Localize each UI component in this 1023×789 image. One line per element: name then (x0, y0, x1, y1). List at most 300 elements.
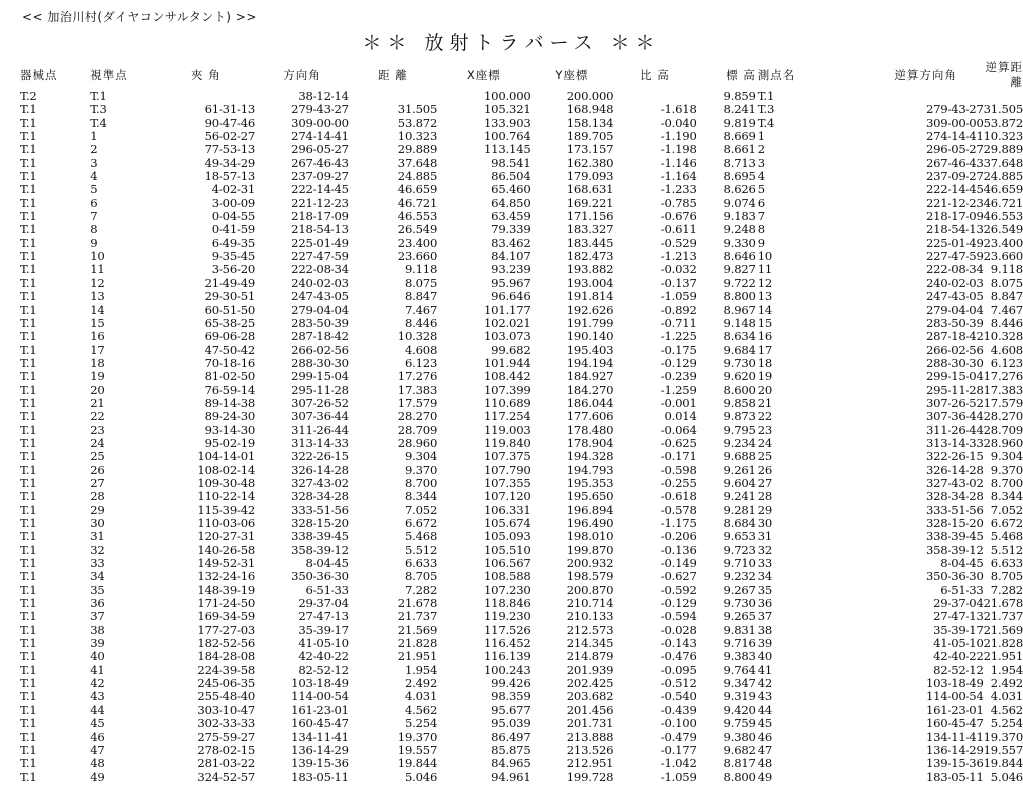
cell-direction-angle: 287-18-42 (291, 329, 349, 344)
cell-inverse-distance: 8.075 (990, 275, 1023, 290)
cell-direction-angle: 309-00-00 (291, 115, 349, 130)
cell-y-coordinate: 179.093 (566, 169, 614, 184)
cell-x-coordinate: 101.944 (484, 355, 531, 370)
cell-sight-point: 27 (90, 475, 105, 490)
cell-height-difference: -0.095 (660, 662, 697, 677)
cell-y-coordinate: 198.579 (566, 569, 614, 584)
cell-elevation: 8.626 (723, 182, 756, 197)
cell-x-coordinate: 108.442 (484, 369, 531, 384)
cell-included-angle: 77-53-13 (204, 142, 256, 157)
cell-inverse-distance: 5.468 (990, 529, 1023, 544)
cell-included-angle: 0-41-59 (211, 222, 256, 237)
cell-elevation: 9.710 (723, 556, 756, 571)
cell-sight-point: 6 (90, 195, 98, 210)
cell-height-difference: -0.625 (660, 435, 697, 450)
cell-height-difference: -0.040 (660, 115, 697, 130)
cell-instrument-point: T.1 (20, 662, 37, 677)
cell-included-angle: 302-33-33 (197, 716, 256, 731)
cell-distance: 19.844 (397, 756, 438, 771)
cell-direction-angle: 338-39-45 (291, 529, 349, 544)
cell-y-coordinate: 201.456 (566, 702, 614, 717)
cell-included-angle: 3-00-09 (211, 195, 256, 210)
cell-height-difference: -0.611 (660, 222, 697, 237)
cell-distance: 5.046 (404, 769, 438, 784)
table-row (20, 170, 1023, 183)
cell-inverse-distance: 4.562 (990, 702, 1023, 717)
cell-sight-point: 46 (90, 729, 105, 744)
cell-x-coordinate: 108.588 (484, 569, 531, 584)
cell-x-coordinate: 105.510 (484, 542, 531, 557)
cell-y-coordinate: 210.714 (566, 596, 614, 611)
cell-direction-angle: 218-17-09 (291, 209, 349, 224)
cell-inverse-distance: 46.659 (983, 182, 1023, 197)
cell-height-difference: -0.578 (660, 502, 697, 517)
table-row (20, 424, 1023, 437)
cell-y-coordinate: 183.445 (566, 235, 614, 250)
cell-station-name: 47 (757, 742, 773, 757)
cell-y-coordinate: 182.473 (566, 249, 614, 264)
cell-y-coordinate: 210.133 (566, 609, 614, 624)
cell-station-name: 40 (757, 649, 773, 664)
cell-elevation: 9.074 (723, 195, 756, 210)
cell-height-difference: -0.143 (660, 636, 697, 651)
cell-instrument-point: T.1 (20, 462, 37, 477)
cell-instrument-point: T.1 (20, 142, 37, 157)
cell-elevation: 9.420 (723, 702, 756, 717)
table-row (20, 90, 1023, 103)
cell-sight-point: 18 (90, 355, 105, 370)
cell-instrument-point: T.1 (20, 769, 37, 784)
cell-inverse-direction: 267-46-43 (925, 155, 984, 170)
cell-station-name: 11 (757, 262, 773, 277)
cell-station-name: 36 (757, 596, 773, 611)
cell-y-coordinate: 169.221 (566, 195, 614, 210)
cell-included-angle: 18-57-13 (204, 169, 256, 184)
cell-elevation: 8.713 (723, 155, 756, 170)
cell-station-name: T.3 (757, 102, 775, 117)
cell-direction-angle: 160-45-47 (291, 716, 349, 731)
cell-inverse-distance: 21.737 (983, 609, 1023, 624)
cell-distance: 28.270 (397, 409, 438, 424)
cell-instrument-point: T.1 (20, 289, 37, 304)
cell-station-name: 34 (757, 569, 773, 584)
table-row (20, 370, 1023, 383)
cell-elevation: 9.380 (723, 729, 756, 744)
cell-height-difference: -1.213 (660, 249, 697, 264)
cell-inverse-direction: 42-40-22 (933, 649, 984, 664)
cell-inverse-distance: 5.046 (990, 769, 1023, 784)
cell-distance: 8.705 (404, 569, 438, 584)
cell-included-angle (157, 90, 256, 103)
cell-instrument-point: T.1 (20, 516, 37, 530)
cell-station-name: 3 (757, 155, 765, 170)
cell-inverse-distance: 46.553 (983, 209, 1023, 224)
table-row (20, 344, 1023, 357)
cell-station-name: T.4 (757, 115, 775, 130)
cell-sight-point: 30 (90, 516, 105, 530)
cell-station-name: 27 (757, 475, 773, 490)
table-row (20, 610, 1023, 623)
cell-distance: 21.951 (397, 649, 438, 664)
table-row (20, 197, 1023, 210)
cell-y-coordinate: 203.682 (566, 689, 614, 704)
cell-distance: 8.344 (404, 489, 438, 504)
cell-height-difference: -1.190 (660, 129, 697, 144)
cell-y-coordinate: 214.345 (566, 636, 614, 651)
cell-height-difference: -1.618 (660, 102, 697, 117)
cell-included-angle: 182-52-56 (197, 636, 256, 651)
cell-inverse-direction: 218-17-09 (925, 209, 984, 224)
table-row (20, 677, 1023, 690)
cell-inverse-distance: 28.709 (983, 422, 1023, 437)
cell-elevation: 9.759 (723, 716, 756, 731)
cell-inverse-direction: 326-14-28 (925, 462, 984, 477)
cell-direction-angle: 240-02-03 (291, 275, 349, 290)
cell-instrument-point: T.1 (20, 129, 37, 144)
table-row (20, 530, 1023, 543)
cell-y-coordinate: 194.194 (566, 355, 614, 370)
cell-station-name: 4 (757, 169, 765, 184)
cell-inverse-distance: 5.512 (990, 542, 1023, 557)
cell-sight-point: 16 (90, 329, 105, 344)
cell-distance: 46.659 (397, 182, 438, 197)
cell-inverse-distance: 2.492 (990, 676, 1023, 691)
cell-direction-angle: 279-43-27 (291, 102, 349, 117)
table-row (20, 304, 1023, 317)
cell-distance: 4.608 (404, 342, 438, 357)
cell-elevation: 9.330 (723, 235, 756, 250)
cell-direction-angle: 267-46-43 (291, 155, 349, 170)
cell-elevation: 9.688 (723, 449, 756, 464)
cell-inverse-distance: 53.872 (983, 115, 1023, 130)
cell-y-coordinate: 198.010 (566, 529, 614, 544)
cell-direction-angle: 322-26-15 (291, 449, 349, 464)
cell-included-angle: 149-52-31 (197, 556, 256, 571)
cell-sight-point: 47 (90, 742, 105, 757)
cell-sight-point: 21 (90, 395, 105, 410)
column-header-inverse-direction: 逆算方向角 (894, 67, 957, 82)
cell-direction-angle: 326-14-28 (291, 462, 349, 477)
cell-distance: 29.889 (397, 142, 438, 157)
cell-direction-angle: 299-15-04 (291, 369, 349, 384)
cell-sight-point: 31 (90, 529, 105, 544)
cell-height-difference: -1.225 (660, 329, 697, 344)
cell-included-angle: 4-02-31 (211, 182, 256, 197)
document-title: ＊＊ 放射トラバース ＊＊ (362, 32, 661, 54)
cell-inverse-direction: 311-26-44 (925, 422, 984, 437)
document-header: << 加治川村(ダイヤコンサルタント) >> (22, 10, 257, 24)
cell-instrument-point: T.1 (20, 489, 37, 504)
cell-x-coordinate: 107.355 (484, 475, 531, 490)
cell-inverse-distance: 26.549 (983, 222, 1023, 237)
cell-x-coordinate: 99.682 (491, 342, 531, 357)
cell-station-name: 48 (757, 756, 773, 771)
cell-elevation: 8.800 (723, 769, 756, 784)
cell-x-coordinate: 86.504 (491, 169, 531, 184)
cell-sight-point: 41 (90, 662, 105, 677)
cell-included-angle: 303-10-47 (197, 702, 256, 717)
cell-inverse-direction: 183-05-11 (925, 769, 984, 784)
cell-x-coordinate: 84.965 (491, 756, 531, 771)
cell-direction-angle: 114-00-54 (291, 689, 349, 704)
cell-direction-angle: 311-26-44 (291, 422, 349, 437)
cell-station-name: 26 (757, 462, 773, 477)
cell-included-angle: 65-38-25 (204, 315, 256, 330)
cell-sight-point: 24 (90, 435, 105, 450)
cell-included-angle: 324-52-57 (197, 769, 256, 784)
cell-distance: 8.446 (404, 315, 438, 330)
cell-inverse-distance: 31.505 (983, 102, 1023, 117)
cell-sight-point: 1 (90, 129, 98, 144)
cell-direction-angle: 161-23-01 (291, 702, 349, 717)
cell-inverse-distance: 28.960 (983, 435, 1023, 450)
cell-station-name: 17 (757, 342, 773, 357)
cell-sight-point: 48 (90, 756, 105, 771)
cell-direction-angle: 222-08-34 (291, 262, 349, 277)
cell-instrument-point: T.2 (20, 89, 37, 103)
cell-elevation: 8.817 (723, 756, 756, 771)
cell-station-name: 38 (757, 622, 773, 637)
cell-direction-angle: 27-47-13 (298, 609, 349, 624)
cell-included-angle: 109-30-48 (197, 475, 256, 490)
table-row (20, 117, 1023, 130)
cell-y-coordinate: 199.870 (566, 542, 614, 557)
cell-distance: 10.323 (397, 129, 438, 144)
cell-inverse-distance: 28.270 (983, 409, 1023, 424)
cell-sight-point: 33 (90, 556, 105, 571)
cell-instrument-point: T.1 (20, 209, 37, 224)
cell-sight-point: 19 (90, 369, 105, 384)
cell-height-difference: -0.171 (660, 449, 697, 464)
cell-station-name: 49 (757, 769, 773, 784)
cell-sight-point: 32 (90, 542, 105, 557)
table-row (20, 223, 1023, 236)
cell-inverse-direction: 114-00-54 (925, 689, 984, 704)
cell-station-name: 20 (757, 382, 773, 397)
cell-inverse-direction: 307-26-52 (925, 395, 984, 410)
table-row (20, 357, 1023, 370)
cell-station-name: 16 (757, 329, 773, 344)
cell-x-coordinate: 117.254 (484, 409, 531, 424)
cell-direction-angle: 221-12-23 (291, 195, 349, 210)
cell-x-coordinate: 86.497 (491, 729, 531, 744)
cell-inverse-distance: 21.828 (983, 636, 1023, 651)
cell-elevation: 9.831 (723, 622, 756, 637)
cell-included-angle: 93-14-30 (204, 422, 256, 437)
cell-y-coordinate: 183.327 (566, 222, 614, 237)
cell-direction-angle: 139-15-36 (291, 756, 349, 771)
cell-inverse-direction: 287-18-42 (925, 329, 984, 344)
cell-inverse-direction: 247-43-05 (925, 289, 984, 304)
cell-y-coordinate: 194.328 (566, 449, 614, 464)
cell-station-name: 42 (757, 676, 773, 691)
table-row (20, 130, 1023, 143)
cell-direction-angle: 279-04-04 (291, 302, 349, 317)
cell-elevation: 9.682 (723, 742, 756, 757)
cell-height-difference: -0.594 (660, 609, 697, 624)
cell-elevation: 9.267 (723, 582, 756, 597)
column-header-y-coordinate: Y座標 (555, 67, 589, 82)
cell-instrument-point: T.1 (20, 556, 37, 571)
cell-direction-angle: 29-37-04 (298, 596, 349, 611)
cell-distance: 17.579 (397, 395, 438, 410)
cell-direction-angle: 227-47-59 (291, 249, 349, 264)
cell-included-angle: 90-47-46 (204, 115, 256, 130)
cell-inverse-distance: 24.885 (983, 169, 1023, 184)
cell-instrument-point: T.1 (20, 342, 37, 357)
cell-station-name: 39 (757, 636, 773, 651)
cell-inverse-distance: 9.118 (990, 262, 1023, 277)
cell-instrument-point: T.1 (20, 756, 37, 771)
cell-x-coordinate: 105.674 (484, 516, 531, 530)
cell-inverse-distance: 6.672 (990, 516, 1023, 530)
cell-elevation: 9.281 (723, 502, 756, 517)
cell-distance: 4.562 (404, 702, 438, 717)
cell-elevation: 8.967 (723, 302, 756, 317)
cell-elevation: 8.241 (723, 102, 756, 117)
cell-station-name: 33 (757, 556, 773, 571)
cell-station-name: 7 (757, 209, 765, 224)
cell-elevation: 9.183 (723, 209, 756, 224)
cell-station-name: 30 (757, 516, 773, 530)
cell-direction-angle: 328-34-28 (291, 489, 349, 504)
cell-inverse-direction: 103-18-49 (925, 676, 984, 691)
cell-distance: 9.304 (404, 449, 438, 464)
cell-y-coordinate: 212.951 (566, 756, 614, 771)
cell-height-difference: -0.136 (660, 542, 697, 557)
cell-inverse-direction: 279-04-04 (925, 302, 984, 317)
cell-x-coordinate: 107.120 (484, 489, 531, 504)
cell-inverse-direction: 29-37-04 (933, 596, 984, 611)
cell-sight-point: 43 (90, 689, 105, 704)
cell-height-difference: -0.129 (660, 596, 697, 611)
column-header-direction-angle: 方向角 (283, 67, 321, 82)
cell-inverse-direction: 225-01-49 (925, 235, 984, 250)
cell-distance: 21.828 (397, 636, 438, 651)
cell-x-coordinate: 119.840 (484, 435, 531, 450)
cell-height-difference: -0.785 (660, 195, 697, 210)
cell-x-coordinate: 83.462 (491, 235, 531, 250)
cell-inverse-direction (868, 90, 984, 103)
cell-included-angle: 56-02-27 (204, 129, 256, 144)
cell-x-coordinate: 105.321 (484, 102, 531, 117)
cell-x-coordinate: 100.243 (484, 662, 531, 677)
cell-instrument-point: T.1 (20, 115, 37, 130)
cell-elevation: 9.858 (723, 395, 756, 410)
cell-elevation: 9.265 (723, 609, 756, 624)
table-row (20, 183, 1023, 196)
cell-sight-point: 44 (90, 702, 105, 717)
cell-instrument-point: T.1 (20, 609, 37, 624)
cell-sight-point: 9 (90, 235, 98, 250)
cell-sight-point: 49 (90, 769, 105, 784)
cell-height-difference: -0.512 (660, 676, 697, 691)
table-row (20, 690, 1023, 703)
cell-included-angle: 177-27-03 (197, 622, 256, 637)
cell-elevation: 9.148 (723, 315, 756, 330)
cell-sight-point: 3 (90, 155, 98, 170)
cell-station-name: 31 (757, 529, 773, 544)
table-row (20, 731, 1023, 744)
cell-inverse-direction: 274-14-41 (925, 129, 984, 144)
cell-instrument-point: T.1 (20, 222, 37, 237)
cell-station-name: 13 (757, 289, 773, 304)
cell-height-difference: -0.175 (660, 342, 697, 357)
cell-station-name: 9 (757, 235, 765, 250)
cell-height-difference: -0.255 (660, 475, 697, 490)
cell-y-coordinate: 190.140 (566, 329, 614, 344)
cell-inverse-distance: 29.889 (983, 142, 1023, 157)
cell-instrument-point: T.1 (20, 155, 37, 170)
cell-instrument-point: T.1 (20, 315, 37, 330)
cell-y-coordinate: 184.270 (566, 382, 614, 397)
table-row (20, 384, 1023, 397)
cell-x-coordinate: 110.689 (484, 395, 531, 410)
cell-direction-angle: 327-43-02 (291, 475, 349, 490)
cell-elevation: 9.261 (723, 462, 756, 477)
cell-inverse-distance: 4.608 (990, 342, 1023, 357)
cell-instrument-point: T.1 (20, 422, 37, 437)
cell-inverse-direction: 288-30-30 (925, 355, 984, 370)
cell-instrument-point: T.1 (20, 169, 37, 184)
cell-sight-point: 37 (90, 609, 105, 624)
cell-inverse-direction: 134-11-41 (925, 729, 984, 744)
cell-instrument-point: T.1 (20, 302, 37, 317)
cell-inverse-distance (984, 90, 1023, 103)
cell-instrument-point: T.1 (20, 729, 37, 744)
cell-distance: 28.709 (397, 422, 438, 437)
cell-included-angle: 61-31-13 (204, 102, 256, 117)
cell-x-coordinate: 107.230 (484, 582, 531, 597)
cell-elevation: 9.819 (723, 115, 756, 130)
cell-instrument-point: T.1 (20, 249, 37, 264)
table-row (20, 397, 1023, 410)
cell-x-coordinate: 98.359 (491, 689, 531, 704)
cell-instrument-point: T.1 (20, 262, 37, 277)
table-row (20, 464, 1023, 477)
cell-y-coordinate: 214.879 (566, 649, 614, 664)
cell-direction-angle: 41-05-10 (298, 636, 349, 651)
cell-instrument-point: T.1 (20, 529, 37, 544)
cell-instrument-point: T.1 (20, 235, 37, 250)
cell-height-difference: -0.598 (660, 462, 697, 477)
cell-x-coordinate: 107.375 (484, 449, 531, 464)
cell-direction-angle: 136-14-29 (291, 742, 349, 757)
cell-distance: 28.960 (397, 435, 438, 450)
cell-distance: 7.282 (404, 582, 438, 597)
cell-distance: 23.660 (397, 249, 438, 264)
cell-y-coordinate: 196.490 (566, 516, 614, 530)
cell-included-angle: 148-39-19 (197, 582, 256, 597)
cell-y-coordinate: 193.004 (566, 275, 614, 290)
cell-inverse-distance: 19.557 (983, 742, 1023, 757)
cell-instrument-point: T.1 (20, 636, 37, 651)
cell-inverse-distance: 46.721 (983, 195, 1023, 210)
cell-included-angle: 110-03-06 (197, 516, 256, 530)
cell-inverse-distance: 6.123 (990, 355, 1023, 370)
cell-inverse-direction: 218-54-13 (925, 222, 984, 237)
cell-inverse-direction: 299-15-04 (925, 369, 984, 384)
cell-distance: 6.633 (404, 556, 438, 571)
cell-sight-point: 17 (90, 342, 105, 357)
cell-inverse-distance: 9.370 (990, 462, 1023, 477)
cell-instrument-point: T.1 (20, 676, 37, 691)
cell-height-difference: -0.892 (660, 302, 697, 317)
cell-distance: 8.700 (404, 475, 438, 490)
cell-inverse-distance: 21.569 (983, 622, 1023, 637)
cell-instrument-point: T.1 (20, 195, 37, 210)
cell-inverse-distance: 21.951 (983, 649, 1023, 664)
